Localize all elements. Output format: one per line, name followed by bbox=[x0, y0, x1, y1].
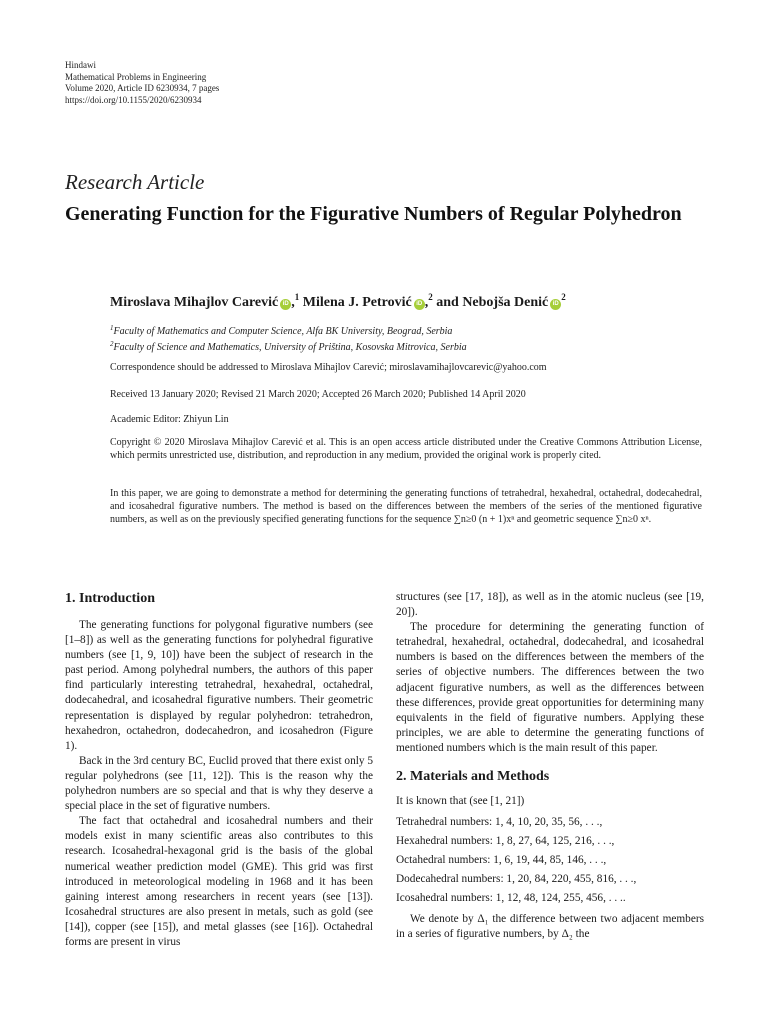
affiliation-item: $^2$Faculty of Science and Mathematics, University of Priština, Kosovska Mitrovica, Serbia bbox=[110, 340, 467, 353]
author-name: Miroslava Mihajlov Carević bbox=[110, 295, 279, 310]
author-affil-num: 1 bbox=[294, 292, 300, 302]
section-heading-methods: 2. Materials and Methods bbox=[396, 769, 550, 785]
article-type: Research Article bbox=[65, 170, 205, 194]
left-column bbox=[65, 590, 373, 950]
sequence-line: Octahedral numbers: 1, 6, 19, 44, 85, 146, . . ., bbox=[396, 854, 607, 867]
publisher-name: Hindawi bbox=[65, 60, 96, 70]
abstract: In this paper, we are going to demonstrate a method for determining the generating functions of tetrahedral, hexahedral, octahedral, dodecahedral, and icosahedral figurative numbers. The method is based on the differences between the members of the series of the mentioned figurative numbers, as well as on the previously specified generating functions for the sequence ∑n≥0 (n + 1)xⁿ and geometric sequence ∑n≥0 xⁿ. bbox=[110, 488, 702, 525]
sequence-line: Icosahedral numbers: 1, 12, 48, 124, 255, 456, . . .. bbox=[396, 892, 626, 905]
right-column bbox=[396, 590, 704, 942]
body-paragraph: The generating functions for polygonal figurative numbers (see [1–8]) as well as the generating functions for polyhedral figurative numbers (see [1, 9, 10]) have been the subject of research in the past period. Among polyhedral numbers, the authors of this paper find particularly interesting tetrahedral, hexahedral, octahedral, dodecahedral, and icosahedral figurative numbers. Their geometric representation is displayed by regular polyhedron: tetrahedron, hexahedron, octahedron, dodecahedron, and icosahedron (Figure 1). bbox=[65, 619, 373, 752]
author-conjunction: and bbox=[436, 295, 459, 310]
author-affil-num: 2 bbox=[428, 292, 433, 302]
section-heading-introduction: 1. Introduction bbox=[65, 591, 155, 606]
author-list: Miroslava Mihajlov Carević iD ,$^1$ Milena J. Petrović iD ,$^2$ and Nebojša Denić $iD^2$ bbox=[110, 292, 566, 310]
sequence-line: Tetrahedral numbers: 1, 4, 10, 20, 35, 56, . . ., bbox=[396, 816, 603, 829]
author-name: Nebojša Denić bbox=[462, 295, 549, 310]
author-name: Milena J. Petrović bbox=[302, 295, 412, 310]
doi-link[interactable]: https://doi.org/10.1155/2020/6230934 bbox=[65, 94, 202, 105]
orcid-icon[interactable]: iD bbox=[280, 299, 291, 310]
body-paragraph: The fact that octahedral and icosahedral numbers and their models exist in many scientific areas also contributes to this research. Icosahedral-hexagonal grid is the basis of the global numerical weather prediction model (GME). This grid was first introduced in meteorological modeling in 1968 and it has been gaining interest among researchers in recent years (see [13]). Icosahedral structures are also present in metals, such as gold (see [14]), copper (see [15]), and metal glasses (see [16]). Octahedral forms are present in virus bbox=[65, 815, 373, 948]
body-paragraph: structures (see [17, 18]), as well as in the atomic nucleus (see [19, 20]). bbox=[396, 591, 704, 619]
publication-dates: Received 13 January 2020; Revised 21 March 2020; Accepted 26 March 2020; Published 14 April 2020 bbox=[110, 389, 526, 400]
body-paragraph: It is known that (see [1, 21]) bbox=[396, 795, 525, 808]
paper-title: Generating Function for the Figurative Numbers of Regular Polyhedron bbox=[65, 203, 682, 225]
copyright-notice: Copyright © 2020 Miroslava Mihajlov Carević et al. This is an open access article distributed under the Creative Commons Attribution License, which permits unrestricted use, distribution, and reproduction in any medium, provided the original work is properly cited. bbox=[110, 437, 702, 461]
volume-info: Volume 2020, Article ID 6230934, 7 pages bbox=[65, 83, 220, 93]
orcid-icon[interactable]: iD bbox=[414, 299, 425, 310]
affiliation-item: $^1$Faculty of Mathematics and Computer Science, Alfa BK University, Beograd, Serbia bbox=[110, 324, 453, 337]
correspondence: Correspondence should be addressed to Miroslava Mihajlov Carević; miroslavamihajlovcarevic@yahoo.com bbox=[110, 362, 547, 373]
journal-name: Mathematical Problems in Engineering bbox=[65, 71, 207, 82]
body-paragraph: We denote by Δ₁ the difference between two adjacent members in a series of figurative numbers, by Δ₂ the bbox=[396, 913, 704, 941]
sequence-line: Hexahedral numbers: 1, 8, 27, 64, 125, 216, . . ., bbox=[396, 835, 615, 848]
affiliations bbox=[110, 322, 702, 354]
body-paragraph: The procedure for determining the generating function of tetrahedral, hexahedral, octahedral, dodecahedral, and icosahedral numbers is based on the differences between the members of the series of objective numbers. The differences between the two adjacent figurative numbers, as well as the differences between these differences, provide great opportunities for determining many equivalents in the field of figurative numbers. Applying these principles, we are able to determine the generating functions of mentioned numbers which is the main result of this paper. bbox=[396, 621, 704, 754]
sequence-line: Dodecahedral numbers: 1, 20, 84, 220, 455, 816, . . ., bbox=[396, 873, 637, 886]
author-affil-num: 2 bbox=[561, 292, 566, 302]
body-paragraph: Back in the 3rd century BC, Euclid proved that there exist only 5 regular polyhedrons (see [11, 12]). This is the reason why the polyhedron numbers are so special and that is why they deserve a special place in the set of figurative numbers. bbox=[65, 754, 373, 813]
academic-editor: Academic Editor: Zhiyun Lin bbox=[110, 414, 229, 425]
orcid-icon[interactable]: iD bbox=[550, 299, 561, 310]
journal-header bbox=[65, 60, 219, 106]
